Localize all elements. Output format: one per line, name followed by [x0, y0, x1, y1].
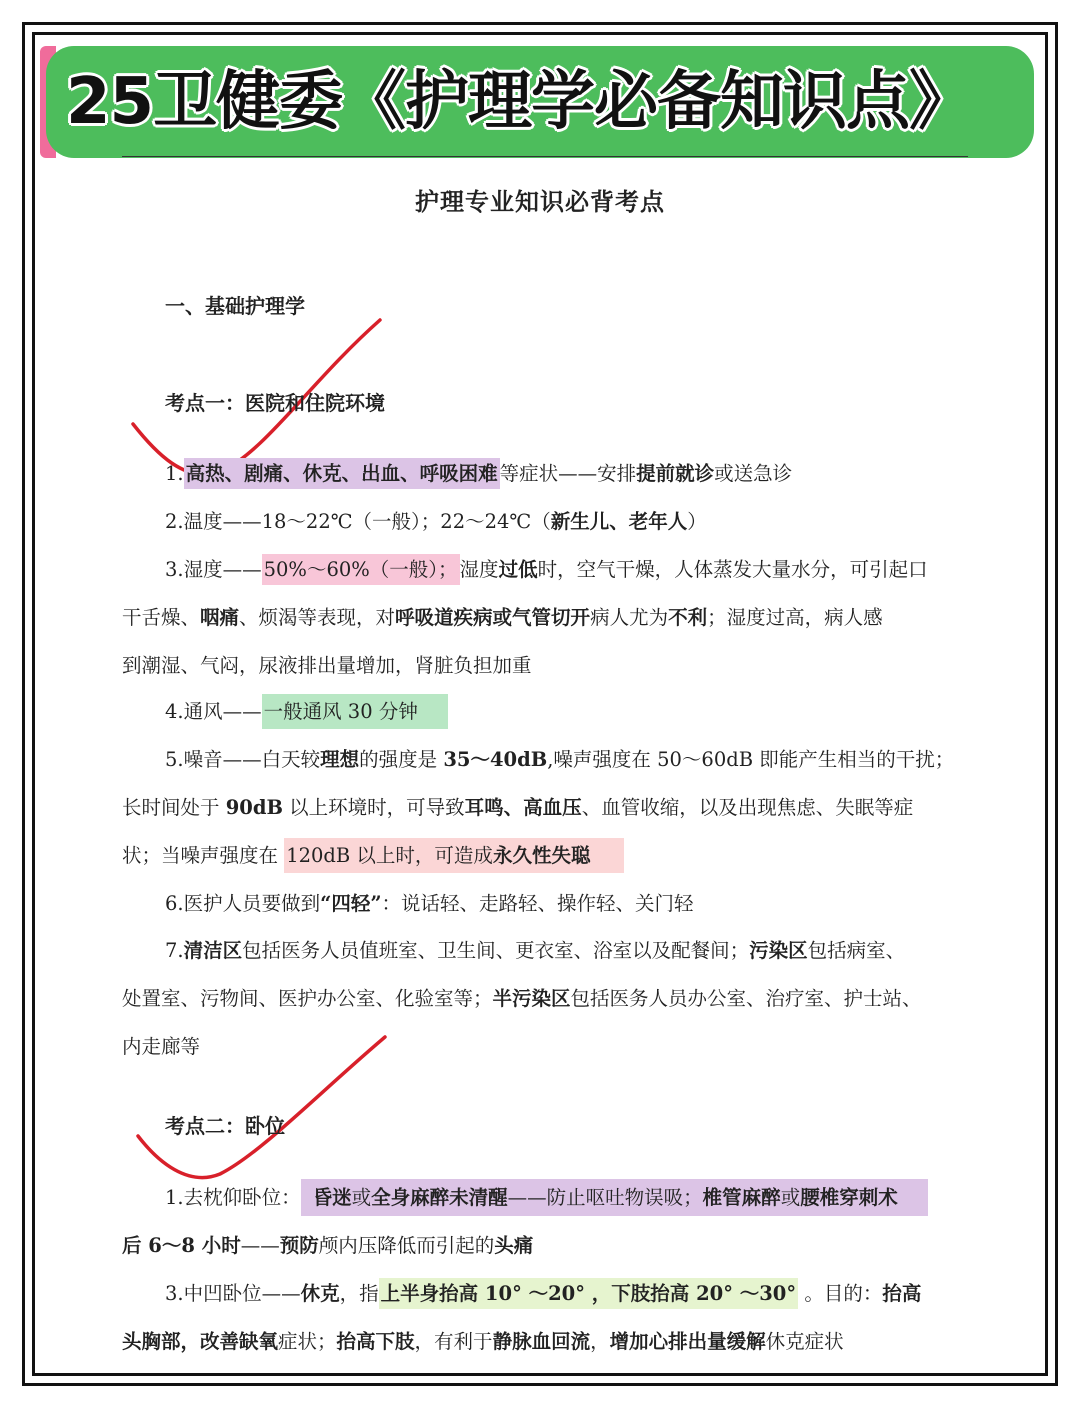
- bold-text: 抬高下肢: [336, 1330, 415, 1353]
- text: ，有利于: [414, 1330, 493, 1353]
- paragraph-7-line-2: [122, 984, 922, 1014]
- bold-text: 污染区: [749, 939, 808, 962]
- bold-text: 清洁区: [183, 939, 243, 962]
- text: ——: [240, 1234, 280, 1257]
- topic-heading: 考点一：医院和住院环境: [165, 391, 385, 415]
- highlight: [301, 1179, 928, 1216]
- bold-text: 提前就诊: [636, 462, 715, 485]
- text: 的强度是: [359, 748, 444, 771]
- text: 包括医务人员值班室、卫生间、更衣室、浴室以及配餐间；: [242, 939, 750, 962]
- topic-heading: 考点二：卧位: [165, 1114, 285, 1138]
- bold-text: 昏迷: [312, 1186, 352, 1209]
- text: 1.去枕仰卧位：: [165, 1186, 301, 1209]
- paragraph-7-line-1: [165, 936, 905, 966]
- paragraph-5-line-3: [122, 841, 624, 871]
- text: 长时间处于: [122, 796, 226, 819]
- text: 7.: [165, 939, 184, 962]
- text: ——防止呕吐物误吸；: [507, 1186, 703, 1209]
- text: ）: [687, 510, 707, 533]
- bold-text: 头痛: [494, 1234, 534, 1257]
- text: 等症状——安排: [499, 462, 637, 485]
- bold-text: 过低: [498, 558, 538, 581]
- paragraph-3-line-1: [165, 555, 928, 585]
- text: 包括医务人员办公室、治疗室、护士站、: [570, 987, 922, 1010]
- bold-text: 后 6～8 小时: [122, 1234, 241, 1257]
- text: ：说话轻、走路轻、操作轻、关门轻: [381, 892, 694, 915]
- text: 2.温度——18～22℃（一般）；22～24℃（: [165, 510, 551, 533]
- bold-text: 咽痛: [200, 606, 240, 629]
- text: 包括病室、: [807, 939, 906, 962]
- bold-text: 休克: [300, 1282, 340, 1305]
- paragraph-2: [165, 507, 707, 537]
- bold-text: 头胸部，改善缺氧: [122, 1330, 279, 1353]
- highlight: 一般通风 30 分钟: [262, 694, 448, 729]
- text: 处置室、污物间、医护办公室、化验室等；: [122, 987, 493, 1010]
- paragraph-5-line-1: [165, 745, 954, 775]
- paragraph-9-line-2: [122, 1327, 844, 1357]
- bold-text: 耳鸣、高血压: [464, 796, 582, 819]
- highlight-bold: 永久性失聪: [493, 838, 625, 873]
- text: 湿度: [459, 558, 499, 581]
- text: ,噪声强度在 50～60dB 即能产生相当的干扰；: [547, 748, 955, 771]
- paragraph-7-line-3: 内走廊等: [122, 1035, 201, 1058]
- paragraph-4: [165, 697, 448, 727]
- paragraph-8-line-2: [122, 1231, 533, 1261]
- bold-text: 半污染区: [492, 987, 571, 1010]
- highlight: 120dB 以上时，可造成: [284, 838, 493, 873]
- text: 颅内压降低而引起的: [318, 1234, 495, 1257]
- bold-text: 抬高: [882, 1282, 922, 1305]
- text: 3.中凹卧位——: [165, 1282, 301, 1305]
- text: 干舌燥、: [122, 606, 201, 629]
- text: 或送急诊: [714, 462, 793, 485]
- paragraph-3-line-3: 到潮湿、气闷，尿液排出量增加，肾脏负担加重: [122, 654, 532, 677]
- text: 4.通风——: [165, 700, 262, 723]
- paragraph-6: [165, 889, 694, 919]
- paragraph-3-line-2: [122, 603, 883, 633]
- text: 症状；: [278, 1330, 337, 1353]
- text: 6.医护人员要做到: [165, 892, 321, 915]
- item-number: 1.: [165, 462, 184, 485]
- text: 或: [780, 1186, 801, 1209]
- bold-text: 90dB: [225, 796, 283, 819]
- bold-text: 椎管麻醉: [702, 1186, 781, 1209]
- text: 、烦渴等表现，对: [239, 606, 396, 629]
- bold-text: 预防: [279, 1234, 319, 1257]
- bold-text: “四轻”: [320, 892, 382, 915]
- text: 病人尤为: [590, 606, 669, 629]
- bold-text: 35～40dB: [443, 748, 548, 771]
- bold-text: 呼吸道疾病或气管切开: [395, 606, 591, 629]
- bold-text: 不利: [668, 606, 708, 629]
- text: 状；当噪声强度在: [122, 844, 285, 867]
- highlight-bold: 上半身抬高 10° ～20° ，下肢抬高 20° ～30°: [379, 1278, 799, 1309]
- paragraph-5-line-2: [122, 793, 913, 823]
- document-title: 护理专业知识必背考点: [415, 187, 665, 216]
- bold-text: 理想: [320, 748, 360, 771]
- text: 。目的：: [798, 1282, 883, 1305]
- section-heading: 一、基础护理学: [165, 294, 305, 318]
- text: ，指: [339, 1282, 379, 1305]
- paragraph-8-line-1: [165, 1183, 928, 1213]
- bold-text: 增加心排出量缓解: [609, 1330, 766, 1353]
- bold-text: 新生儿、老年人: [550, 510, 688, 533]
- text: ；湿度过高，病人感: [707, 606, 883, 629]
- banner-title: 25卫健委《护理学必备知识点》: [66, 65, 973, 139]
- text: 、血管收缩，以及出现焦虑、失眠等症: [581, 796, 914, 819]
- text: 休克症状: [765, 1330, 844, 1353]
- title-rule: [122, 156, 968, 157]
- paragraph-9-line-1: [165, 1279, 921, 1309]
- bold-text: 全身麻醉未清醒: [371, 1186, 508, 1209]
- text: 或: [351, 1186, 372, 1209]
- text: 3.湿度——: [165, 558, 262, 581]
- text: 5.噪音——白天较: [165, 748, 321, 771]
- text: ，: [590, 1330, 610, 1353]
- paragraph-1: [165, 459, 792, 489]
- text: 时，空气干燥，人体蒸发大量水分，可引起口: [537, 558, 928, 581]
- text: 以上环境时，可导致: [282, 796, 465, 819]
- highlight: 高热、剧痛、休克、出血、呼吸困难: [184, 458, 500, 489]
- highlight: 50%～60%（一般）；: [262, 554, 460, 585]
- bold-text: 腰椎穿刺术: [800, 1186, 898, 1209]
- bold-text: 静脉血回流: [492, 1330, 591, 1353]
